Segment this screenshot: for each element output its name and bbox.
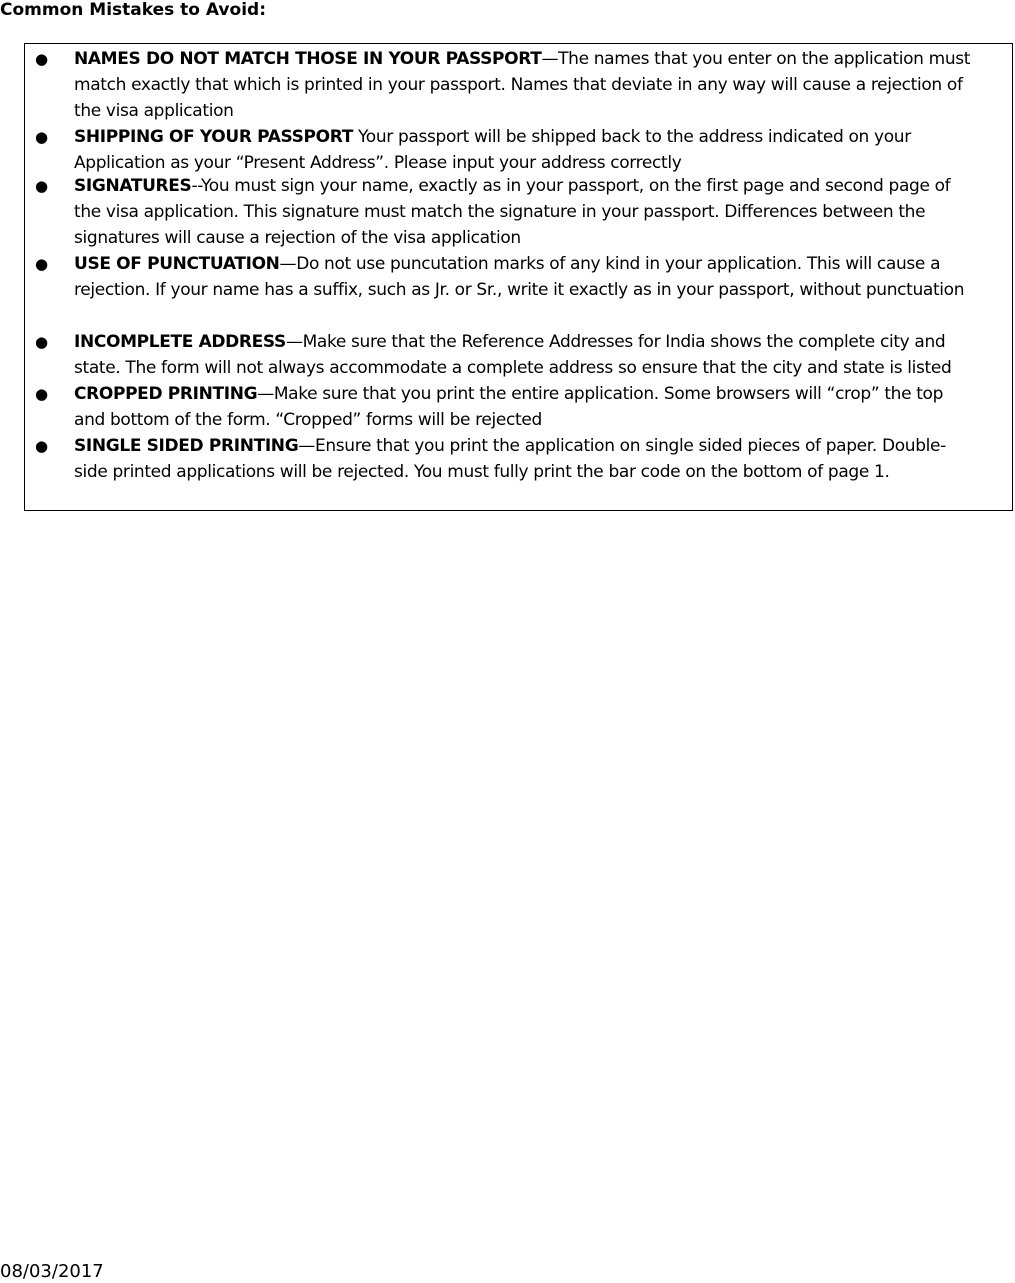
mistake-title: SIGNATURES [74,176,192,196]
mistake-text: Ensure that you print the application on single sided pieces of paper. Double-side printed applications will be rejected. You must fully print the bar code on the bottom of page 1. [74,436,946,482]
footer-date: 08/03/2017 [0,1261,104,1282]
mistake-item-names [35,46,974,124]
mistake-text: Do not use puncutation marks of any kind in your application. This will cause a rejection. If your name has a suffix, such as Jr. or Sr., write it exactly as in your passport, without punctuation [74,254,965,300]
mistake-item-single-sided [35,433,974,485]
mistake-separator: — [541,49,559,69]
bullet-icon: ● [35,437,48,455]
mistake-separator: — [298,436,315,456]
mistakes-box [24,43,1013,511]
mistake-text: Your passport will be shipped back to the address indicated on your Application as your “Present Address”. Please input your address correctly [74,127,911,173]
mistake-separator: -- [191,176,201,196]
mistake-text: Make sure that you print the entire application. Some browsers will “crop” the top and bottom of the form. “Cropped” forms will be rejected [74,384,944,430]
mistake-title: NAMES DO NOT MATCH THOSE IN YOUR PASSPORT [74,49,542,69]
mistake-text: You must sign your name, exactly as in your passport, on the first page and second page of the visa application. This signature must match the signature in your passport. Differences between the signatures will cause a rejection of the visa application [74,176,951,248]
bullet-icon: ● [35,177,48,195]
bullet-icon: ● [35,333,48,351]
mistake-item-signatures [35,173,974,251]
mistake-text: Make sure that the Reference Addresses for India shows the complete city and state. The form will not always accommodate a complete address so ensure that the city and state is listed [74,332,952,378]
mistake-title: USE OF PUNCTUATION [74,254,280,274]
mistake-title: SINGLE SIDED PRINTING [74,436,299,456]
mistake-item-cropped [35,381,974,433]
bullet-icon: ● [35,255,48,273]
mistake-item-address [35,329,974,381]
mistake-separator: — [285,332,303,352]
bullet-icon: ● [35,385,48,403]
bullet-icon: ● [35,128,48,146]
mistake-separator: — [279,254,297,274]
mistake-title: SHIPPING OF YOUR PASSPORT [74,127,353,147]
mistake-title: INCOMPLETE ADDRESS [74,332,286,352]
mistake-item-punctuation [35,251,974,303]
page-heading: Common Mistakes to Avoid: [0,0,266,20]
mistake-title: CROPPED PRINTING [74,384,258,404]
mistake-separator: — [257,384,274,404]
mistake-item-shipping [35,124,974,176]
bullet-icon: ● [35,50,48,68]
mistake-text: The names that you enter on the application must match exactly that which is printed in your passport. Names that deviate in any way will cause a rejection of the visa application [74,49,971,121]
